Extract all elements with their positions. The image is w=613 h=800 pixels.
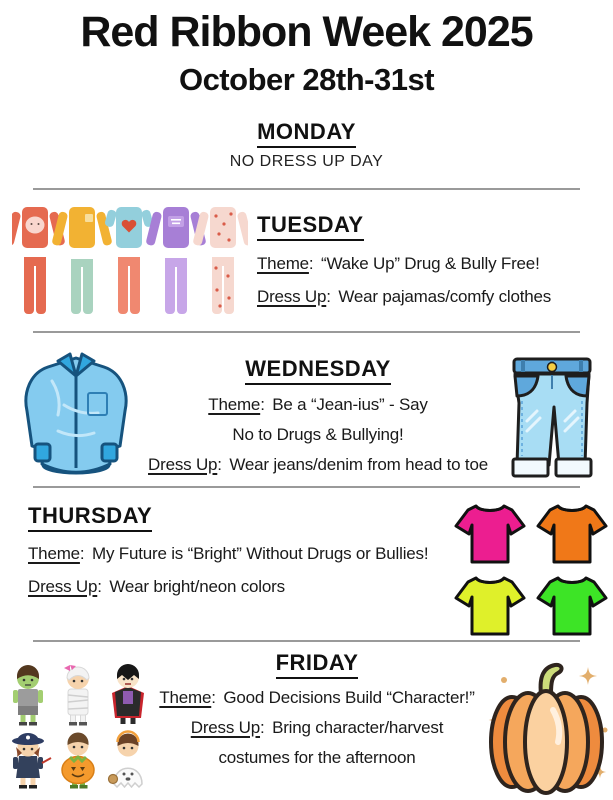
neon-tshirts-clipart <box>452 500 610 638</box>
theme-text: “Wake Up” Drug & Bully Free! <box>320 254 540 273</box>
dressup-text-line1: Bring character/harvest <box>272 718 444 737</box>
wednesday-section <box>142 356 494 485</box>
wednesday-theme-line2: No to Drugs & Bullying! <box>232 425 404 444</box>
tuesday-section <box>257 212 597 320</box>
colon: : <box>217 455 222 474</box>
dressup-text: Wear jeans/denim from head to toe <box>229 455 488 474</box>
theme-text: My Future is “Bright” Without Drugs or Bullies! <box>91 544 429 563</box>
page-title: Red Ribbon Week 2025 <box>80 8 533 56</box>
halloween-costume-kids-clipart <box>4 660 152 794</box>
tuesday-dressup-line <box>257 287 597 307</box>
monday-section <box>0 119 613 148</box>
theme-label: Theme <box>159 688 212 707</box>
thursday-dressup-line <box>28 577 452 597</box>
theme-label: Theme <box>257 254 309 273</box>
colon: : <box>260 718 265 737</box>
colon: : <box>79 544 85 563</box>
thursday-section <box>28 503 452 610</box>
wednesday-heading: WEDNESDAY <box>245 356 391 385</box>
monday-heading: MONDAY <box>257 119 356 148</box>
section-divider <box>33 331 580 333</box>
friday-dressup-line1 <box>146 718 488 738</box>
dressup-label: Dress Up <box>257 287 327 306</box>
section-divider <box>33 486 580 488</box>
thursday-theme-line <box>28 544 452 564</box>
dressup-label: Dress Up <box>148 455 218 474</box>
denim-shirt-clipart <box>12 347 140 483</box>
dressup-text: Wear bright/neon colors <box>109 577 285 596</box>
friday-dressup-line2: costumes for the afternoon <box>218 748 416 767</box>
colon: : <box>260 395 265 414</box>
colon: : <box>308 254 314 273</box>
colon: : <box>97 577 102 596</box>
tuesday-heading: TUESDAY <box>257 212 364 241</box>
friday-section <box>146 650 488 778</box>
thursday-heading: THURSDAY <box>28 503 152 532</box>
theme-label: Theme <box>28 544 80 563</box>
friday-theme-line <box>146 688 488 708</box>
monday-note: NO DRESS UP DAY <box>229 153 384 170</box>
jeans-clipart <box>497 351 607 487</box>
dressup-label: Dress Up <box>190 718 261 737</box>
theme-text-line1: Be a “Jean-ius” - Say <box>272 395 428 414</box>
dressup-text: Wear pajamas/comfy clothes <box>338 287 552 306</box>
tuesday-theme-line <box>257 254 597 274</box>
friday-heading: FRIDAY <box>276 650 359 679</box>
section-divider <box>33 188 580 190</box>
wednesday-dressup-line <box>142 455 494 475</box>
theme-label: Theme <box>208 395 261 414</box>
page-subtitle: October 28th-31st <box>178 62 435 97</box>
dressup-label: Dress Up <box>28 577 98 596</box>
pajamas-clipart <box>12 202 248 317</box>
colon: : <box>211 688 216 707</box>
pumpkin-clipart <box>484 658 610 796</box>
wednesday-theme-line1 <box>142 395 494 415</box>
colon: : <box>326 287 331 306</box>
section-divider <box>33 640 580 642</box>
theme-text: Good Decisions Build “Character!” <box>223 688 475 707</box>
